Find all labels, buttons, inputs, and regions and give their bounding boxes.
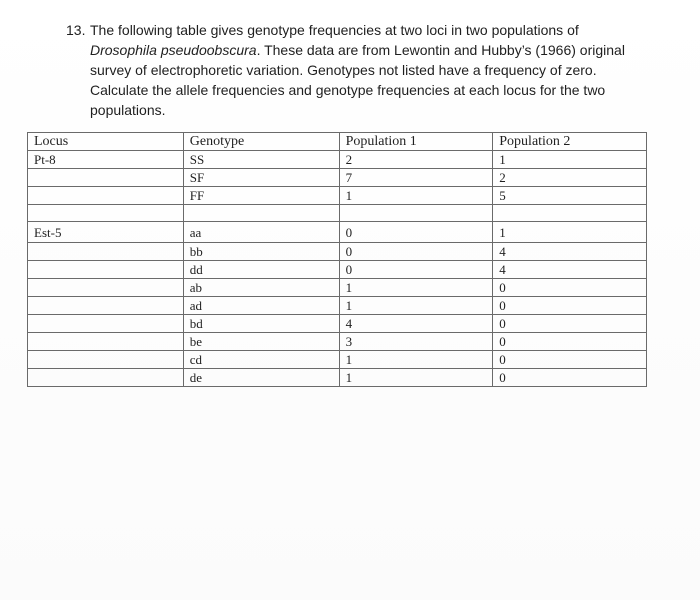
locus-name: Est-5 [28,222,184,243]
population-2-cell: 1 [493,151,647,169]
genotype-cell: aa [183,222,339,243]
locus-cell-empty [28,279,184,297]
spacer-cell [339,205,493,222]
table-row [28,369,647,387]
population-1-cell: 4 [339,315,493,333]
table-row [28,169,647,187]
population-1-cell: 1 [339,297,493,315]
table-header-row [28,133,647,151]
header-population-1: Population 1 [339,133,493,151]
population-2-cell: 4 [493,243,647,261]
genotype-cell: ad [183,297,339,315]
table-row [28,333,647,351]
table-row [28,261,647,279]
genotype-cell: dd [183,261,339,279]
question-text-before: The following table gives genotype frequencies at two loci in two populations of [90,22,579,38]
table-row [28,222,647,243]
population-1-cell: 1 [339,351,493,369]
question-text-after: . These data are from Lewontin and Hubby’s (1966) original survey of electrophoretic variation. Genotypes not listed have a frequency of zero. Calculate the allele frequencies and genotype frequencies at each locus for the two populations. [90,42,625,118]
population-1-cell: 2 [339,151,493,169]
genotype-cell: ab [183,279,339,297]
genotype-cell: de [183,369,339,387]
table-row [28,187,647,205]
locus-cell-empty [28,333,184,351]
spacer-cell [183,205,339,222]
table-row [28,243,647,261]
question-number: 13. [66,22,86,38]
locus-cell-empty [28,187,184,205]
population-1-cell: 0 [339,243,493,261]
question-text [66,20,636,120]
table-row [28,297,647,315]
population-1-cell: 0 [339,261,493,279]
locus-cell-empty [28,315,184,333]
locus-name: Pt-8 [28,151,184,169]
genotype-cell: SF [183,169,339,187]
population-1-cell: 0 [339,222,493,243]
population-2-cell: 0 [493,351,647,369]
locus-cell-empty [28,261,184,279]
locus-cell-empty [28,369,184,387]
population-2-cell: 0 [493,333,647,351]
table-row [28,315,647,333]
table-row [28,351,647,369]
population-1-cell: 1 [339,187,493,205]
population-2-cell: 0 [493,279,647,297]
population-1-cell: 3 [339,333,493,351]
spacer-cell [493,205,647,222]
population-2-cell: 0 [493,297,647,315]
question-body [90,20,636,120]
genotype-cell: be [183,333,339,351]
population-2-cell: 0 [493,315,647,333]
table-row [28,279,647,297]
locus-cell-empty [28,243,184,261]
genotype-cell: FF [183,187,339,205]
population-2-cell: 5 [493,187,647,205]
genotype-cell: bb [183,243,339,261]
genotype-cell: cd [183,351,339,369]
table-spacer-row [28,205,647,222]
locus-cell-empty [28,297,184,315]
genotype-frequency-table [27,132,647,387]
table-row [28,151,647,169]
population-2-cell: 1 [493,222,647,243]
spacer-cell [28,205,184,222]
header-locus: Locus [28,133,184,151]
population-1-cell: 7 [339,169,493,187]
genotype-cell: bd [183,315,339,333]
locus-cell-empty [28,351,184,369]
population-2-cell: 0 [493,369,647,387]
population-2-cell: 4 [493,261,647,279]
genotype-cell: SS [183,151,339,169]
header-population-2: Population 2 [493,133,647,151]
population-2-cell: 2 [493,169,647,187]
population-1-cell: 1 [339,369,493,387]
species-name: Drosophila pseudoobscura [90,42,257,58]
locus-cell-empty [28,169,184,187]
header-genotype: Genotype [183,133,339,151]
population-1-cell: 1 [339,279,493,297]
